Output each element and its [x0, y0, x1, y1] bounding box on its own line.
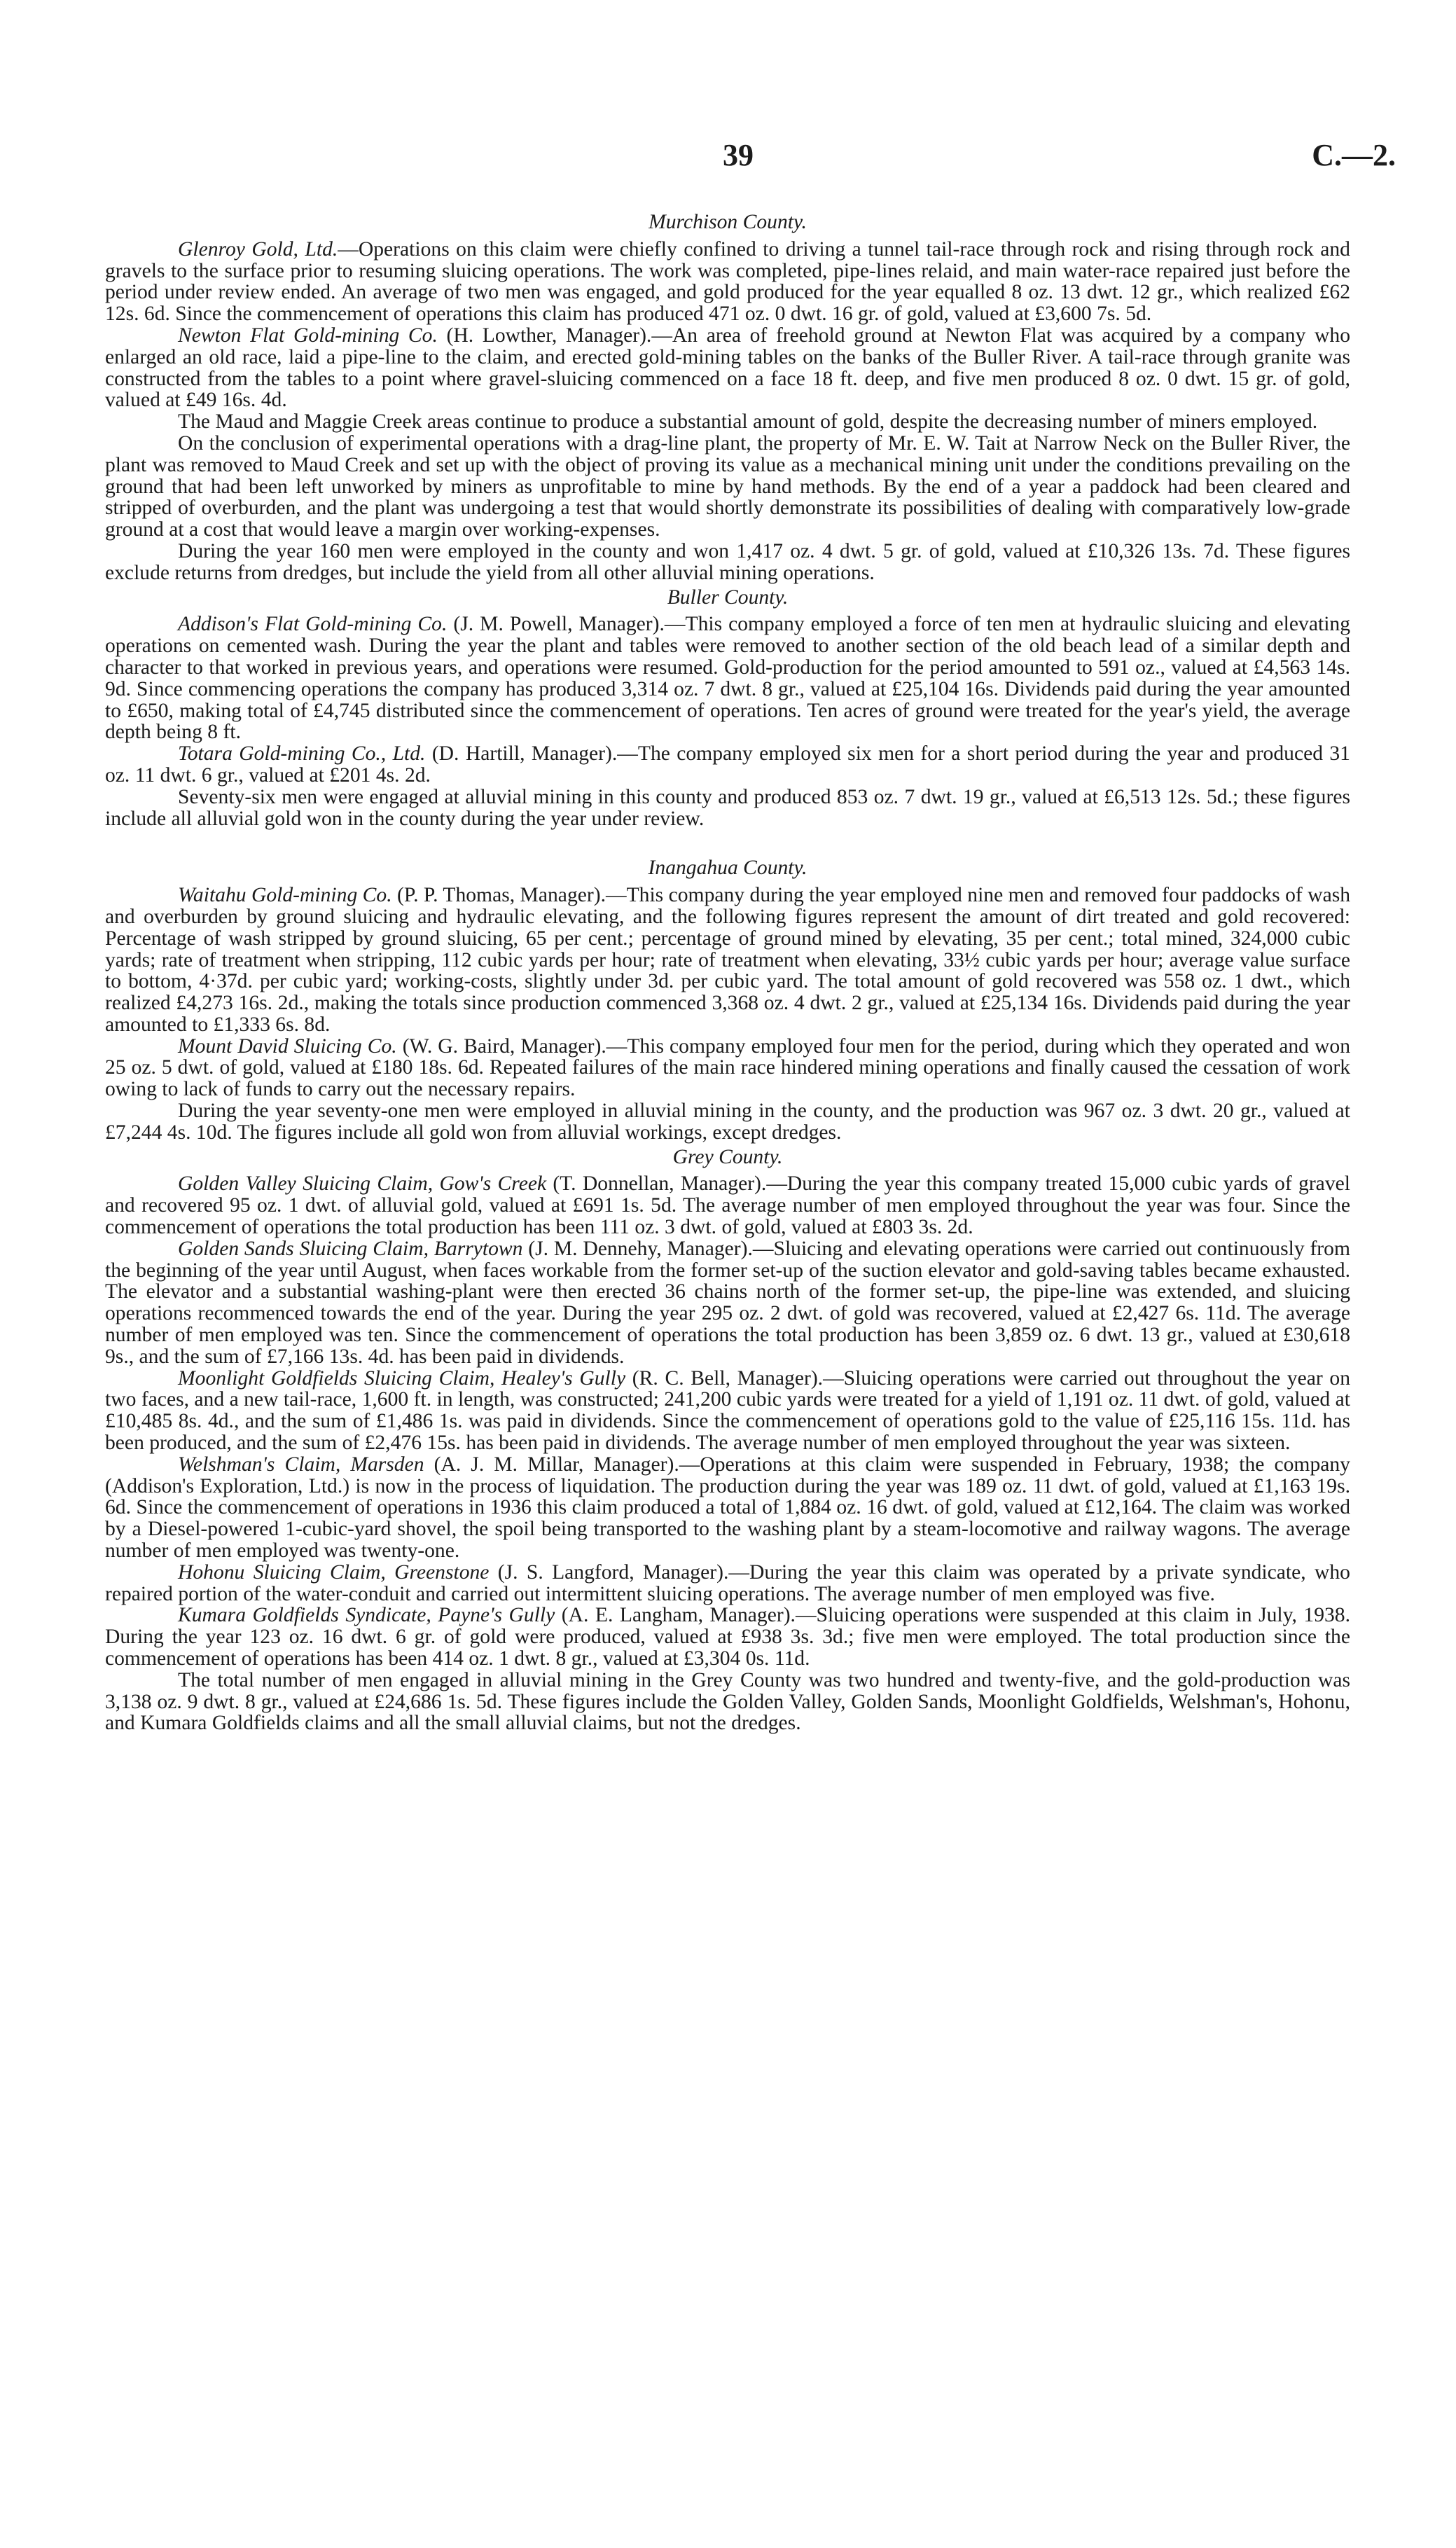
- body-paragraph: [105, 1036, 1350, 1100]
- claim-name: Hohonu Sluicing Claim, Greenstone: [178, 1560, 490, 1584]
- paragraph-text: The total number of men engaged in alluvial mining in the Grey County was two hundred and twenty-five, and the gold-production was 3,138 oz. 9 dwt. 8 gr., valued at £24,686 1s. 5d. These figures include the Golden Valley, Golden Sands, Moonlight Goldfields, Welshman's, Hohonu, and Kumara Goldfields claims and all the small alluvial claims, but not the dredges.: [105, 1668, 1350, 1735]
- body-paragraph: [105, 743, 1350, 787]
- paragraph-text: During the year seventy-one men were employed in alluvial mining in the county, and the production was 967 oz. 3 dwt. 20 gr., valued at £7,244 4s. 10d. The figures include all gold won from alluvial workings, except dredges.: [105, 1100, 1350, 1144]
- body-paragraph: [105, 411, 1350, 433]
- body-paragraph: [105, 1368, 1350, 1454]
- body-paragraph: [105, 1238, 1350, 1368]
- paragraph-text: —Operations on this claim were chiefly confined to driving a tunnel tail-race through rock and rising through rock and gravels to the surface prior to resuming sluicing operations. The work was completed, pipe-lines relaid, and main water-race repaired just before the period under review ended. An average of two men was engaged, and gold produced for the year equalled 8 oz. 13 dwt. 12 gr., which realized £62 12s. 6d. Since the commencement of operations this claim has produced 471 oz. 0 dwt. 16 gr. of gold, valued at £3,600 7s. 5d.: [105, 237, 1350, 326]
- section-heading: Inangahua County.: [648, 857, 807, 880]
- paragraph-text: (D. Hartill, Manager).—The company employed six men for a short period during the year and produced 31 oz. 11 dwt. 6 gr., valued at £201 4s. 2d.: [105, 742, 1350, 787]
- body-paragraph: [105, 1454, 1350, 1562]
- claim-name: Kumara Goldfields Syndicate, Payne's Gully: [178, 1604, 555, 1627]
- body-paragraph: [105, 1562, 1350, 1605]
- paragraph-text: (T. Donnellan, Manager).—During the year this company treated 15,000 cubic yards of gravel and recovered 95 oz. 1 dwt. of alluvial gold, valued at £691 1s. 5d. The average number of men employed throughout the year was four. Since the commencement of operations the total production has been 111 oz. 3 dwt. of gold, valued at £803 3s. 2d.: [105, 1172, 1350, 1239]
- paragraph-text: (J. M. Dennehy, Manager).—Sluicing and elevating operations were carried out continuously from the beginning of the year until August, when faces workable from the former set-up of the suction elevator and gold-saving tables became exhausted. The elevator and a substantial washing-plant were then erected 36 chains north of the former set-up, the pipe-line was extended, and sluicing operations recommenced towards the end of the year. During the year 295 oz. 2 dwt. of gold was recovered, valued at £2,427 6s. 11d. The average number of men employed was ten. Since the commencement of operations the total production has been 3,859 oz. 6 dwt. 13 gr., valued at £30,618 9s., and the sum of £7,166 13s. 4d. has been paid in dividends.: [105, 1237, 1350, 1368]
- paragraph-text: Seventy-six men were engaged at alluvial mining in this county and produced 853 oz. 7 dwt. 19 gr., valued at £6,513 12s. 5d.; these figures include all alluvial gold won in the county during the year under review.: [105, 785, 1350, 830]
- claim-name: Moonlight Goldfields Sluicing Claim, Healey's Gully: [178, 1366, 626, 1390]
- claim-name: Golden Sands Sluicing Claim, Barrytown: [178, 1237, 523, 1260]
- claim-name: Waitahu Gold-mining Co.: [178, 884, 392, 907]
- report-body: [105, 209, 1350, 1734]
- paragraph-text: (P. P. Thomas, Manager).—This company during the year employed nine men and removed four paddocks of wash and overburden by ground sluicing and hydraulic elevating, and the following figures represent the amount of dirt treated and gold recovered: Percentage of wash stripped by ground sluicing, 65 per cent.; percentage of ground mined by elevating, 35 per cent.; total mined, 324,000 cubic yards; rate of treatment when stripping, 112 cubic yards per hour; rate of treatment when elevating, 33½ cubic yards per hour; average value surface to bottom, 4·37d. per cubic yard; working-costs, slightly under 3d. per cubic yard. The total amount of gold recovered was 558 oz. 1 dwt., which realized £4,273 16s. 2d., making the totals since production commenced 3,368 oz. 4 dwt. 2 gr., valued at £25,134 16s. Dividends paid during the year amounted to £1,333 6s. 8d.: [105, 884, 1351, 1036]
- paragraph-text: The Maud and Maggie Creek areas continue to produce a substantial amount of gold, despite the decreasing number of miners employed.: [178, 410, 1318, 434]
- body-paragraph: [105, 1670, 1350, 1734]
- body-paragraph: [105, 433, 1350, 541]
- claim-name: Mount David Sluicing Co.: [178, 1034, 397, 1058]
- body-paragraph: [105, 885, 1350, 1036]
- section-heading: Grey County.: [672, 1145, 783, 1168]
- paragraph-text: (H. Lowther, Manager).—An area of freehold ground at Newton Flat was acquired by a company who enlarged an old race, laid a pipe-line to the claim, and erected gold-mining tables on the banks of the Buller River. A tail-race through granite was constructed from the tables to a point where gravel-sluicing commenced on a face 18 ft. deep, and five men produced 8 oz. 0 dwt. 15 gr. of gold, valued at £49 16s. 4d.: [105, 324, 1351, 412]
- claim-name: Addison's Flat Gold-mining Co.: [178, 613, 448, 636]
- body-paragraph: [105, 541, 1350, 584]
- paragraph-text: (R. C. Bell, Manager).—Sluicing operations were carried out throughout the year on two faces, and a new tail-race, 1,600 ft. in length, was constructed; 241,200 cubic yards were treated for a yield of 1,191 oz. 11 dwt. of gold, valued at £10,485 8s. 4d., and the sum of £1,486 1s. was paid in dividends. Since the commencement of operations gold to the value of £25,116 15s. 11d. has been produced, and the sum of £2,476 15s. has been paid in dividends. The average number of men employed throughout the year was sixteen.: [105, 1366, 1350, 1455]
- body-paragraph: [105, 1100, 1350, 1144]
- paragraph-text: (J. S. Langford, Manager).—During the year this claim was operated by a private syndicate, who repaired portion of the water-conduit and carried out intermittent sluicing operations. The average number of men employed was five.: [105, 1560, 1350, 1605]
- claim-name: Totara Gold-mining Co., Ltd.: [178, 742, 426, 766]
- body-paragraph: [105, 614, 1350, 743]
- paragraph-text: During the year 160 men were employed in the county and won 1,417 oz. 4 dwt. 5 gr. of gold, valued at £10,326 13s. 7d. These figures exclude returns from dredges, but include the yield from all other alluvial mining operations.: [105, 539, 1350, 584]
- claim-name: Golden Valley Sluicing Claim, Gow's Creek: [178, 1172, 547, 1196]
- paragraph-text: On the conclusion of experimental operations with a drag-line plant, the property of Mr. E. W. Tait at Narrow Neck on the Buller River, the plant was removed to Maud Creek and set up with the object of proving its value as a mechanical mining unit under the conditions prevailing on the ground that had been left unworked by miners as unprofitable to mine by hand methods. By the end of a year a paddock had been cleared and stripped of overburden, and the plant was undergoing a test that would shortly demonstrate its possibilities of dealing with comparatively low-grade ground at a cost that would leave a margin over working-expenses.: [105, 431, 1350, 541]
- body-paragraph: [105, 1605, 1350, 1669]
- claim-name: Welshman's Claim, Marsden: [178, 1453, 424, 1476]
- paragraph-text: (J. M. Powell, Manager).—This company employed a force of ten men at hydraulic sluicing and elevating operations on cemented wash. During the year the plant and tables were removed to another section of the old beach lead of a similar depth and character to that worked in previous years, and operations were resumed. Gold-production for the period amounted to 591 oz., valued at £4,563 14s. 9d. Since commencing operations the company has produced 3,314 oz. 7 dwt. 8 gr., valued at £25,104 16s. Dividends paid during the year amounted to £650, making total of £4,745 distributed since the commencement of operations. Ten acres of ground were treated for the year's yield, the average depth being 8 ft.: [105, 613, 1351, 744]
- paragraph-text: (W. G. Baird, Manager).—This company employed four men for the period, during which they operated and won 25 oz. 5 dwt. of gold, valued at £180 18s. 6d. Repeated failures of the main race hindered mining operations and finally caused the cessation of work owing to lack of funds to carry out the necessary repairs.: [105, 1034, 1350, 1101]
- page-header: [0, 137, 1456, 179]
- claim-name: Glenroy Gold, Ltd.: [178, 237, 338, 261]
- section-heading: Buller County.: [667, 586, 789, 609]
- body-paragraph: [105, 1173, 1350, 1238]
- paragraph-text: (A. E. Langham, Manager).—Sluicing operations were suspended at this claim in July, 1938. During the year 123 oz. 16 dwt. 6 gr. of gold were produced, valued at £938 3s. 3d.; five men were employed. The total production since the commencement of operations has been 414 oz. 1 dwt. 8 gr., valued at £3,304 0s. 11d.: [105, 1604, 1350, 1670]
- section-heading: Murchison County.: [649, 211, 807, 233]
- page-number: 39: [723, 138, 754, 172]
- body-paragraph: [105, 787, 1350, 830]
- paragraph-text: (A. J. M. Millar, Manager).—Operations at this claim were suspended in February, 1938; the company (Addison's Exploration, Ltd.) is now in the process of liquidation. The production during the year was 189 oz. 11 dwt. of gold, valued at £1,163 19s. 6d. Since the commencement of operations in 1936 this claim produced a total of 1,884 oz. 16 dwt. of gold, valued at £12,164. The claim was worked by a Diesel-powered 1-cubic-yard shovel, the spoil being transported to the washing plant by a steam-locomotive and railway wagons. The average number of men employed was twenty-one.: [105, 1453, 1350, 1563]
- body-paragraph: [105, 325, 1350, 411]
- claim-name: Newton Flat Gold-mining Co.: [178, 324, 438, 347]
- body-paragraph: [105, 239, 1350, 325]
- document-reference: C.—2.: [1312, 138, 1396, 172]
